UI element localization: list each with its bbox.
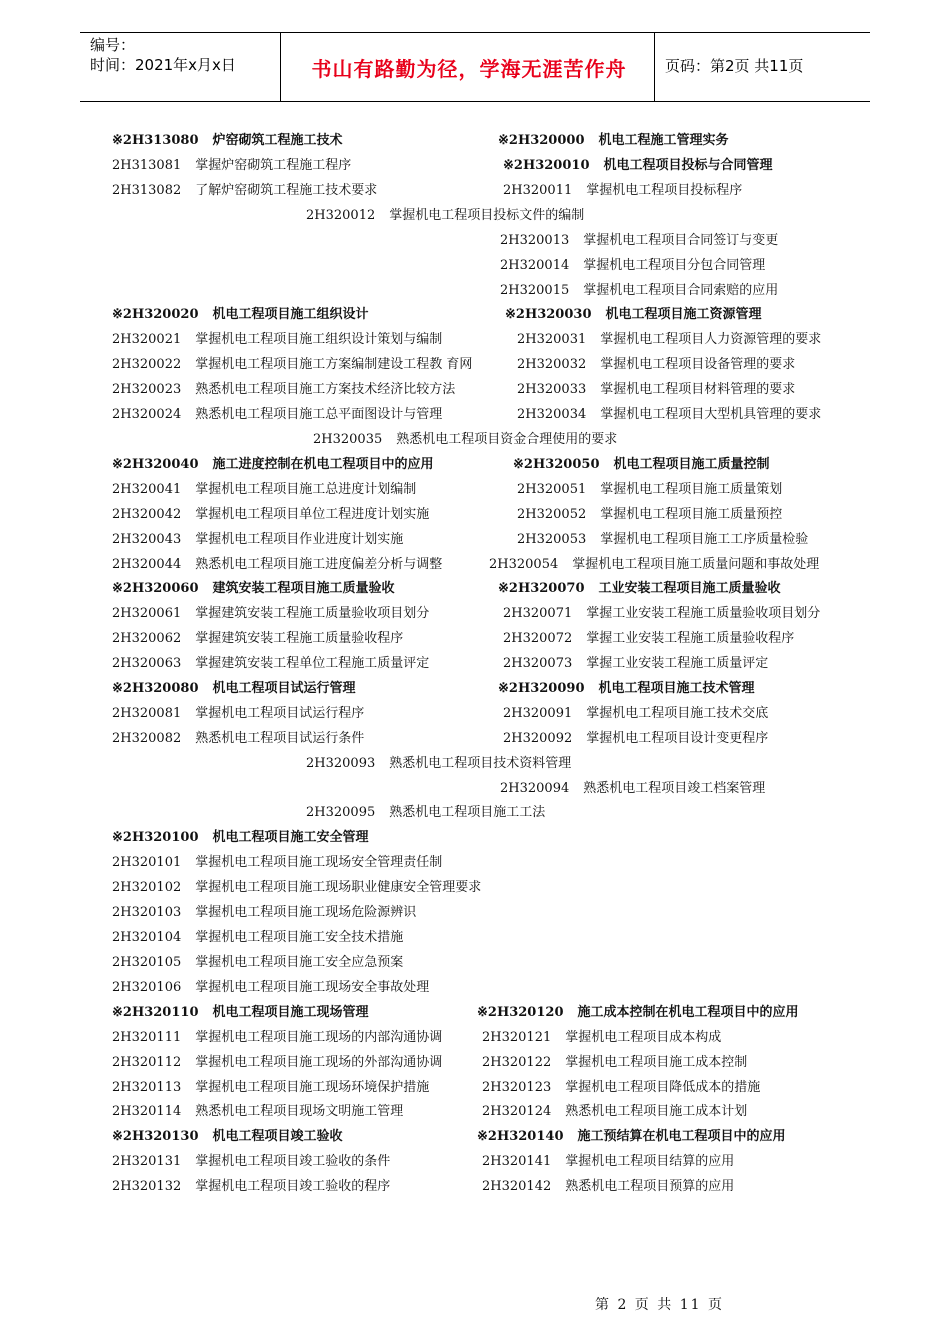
- item-code: 2H320034: [517, 407, 587, 422]
- item-code: 2H320035: [313, 432, 383, 447]
- item-code: 2H320033: [517, 382, 587, 397]
- item-code: ※2H320060: [112, 581, 199, 596]
- item-code: ※2H320140: [477, 1129, 564, 1144]
- item-code: ※2H320070: [498, 581, 585, 596]
- item-title: 熟悉机电工程项目施工工法: [389, 805, 546, 820]
- syllabus-item: [112, 655, 429, 673]
- syllabus-item: [112, 929, 403, 947]
- syllabus-item: [112, 406, 442, 424]
- syllabus-item: [503, 730, 768, 748]
- section-heading: [498, 580, 781, 598]
- item-title: 掌握机电工程项目结算的应用: [565, 1154, 735, 1169]
- syllabus-item: [482, 1103, 747, 1121]
- header-page-number: 页码：第2页 共11页: [665, 57, 804, 75]
- section-heading: [505, 306, 762, 324]
- item-code: 2H320044: [112, 557, 182, 572]
- footer-page-number: 第 2 页 共 11 页: [595, 1297, 724, 1313]
- syllabus-item: [503, 705, 768, 723]
- syllabus-item: [112, 979, 429, 997]
- item-title: 掌握机电工程项目施工质量问题和事故处理: [572, 557, 820, 572]
- item-title: 掌握机电工程项目材料管理的要求: [600, 382, 796, 397]
- item-code: 2H320024: [112, 407, 182, 422]
- syllabus-item: [482, 1178, 734, 1196]
- syllabus-item: [112, 705, 364, 723]
- item-code: 2H320123: [482, 1080, 552, 1095]
- item-title: 掌握机电工程项目施工方案编制建设工程教 育网: [195, 357, 473, 372]
- item-title: 机电工程项目施工现场管理: [212, 1005, 369, 1020]
- syllabus-item: [112, 879, 481, 897]
- item-title: 掌握机电工程项目投标文件的编制: [389, 208, 585, 223]
- item-title: 掌握机电工程项目分包合同管理: [583, 258, 766, 273]
- syllabus-item: [306, 207, 584, 225]
- document-time-label: 时间：2021年x月x日: [90, 56, 236, 74]
- item-code: ※2H320120: [477, 1005, 564, 1020]
- page-header: [80, 32, 870, 102]
- syllabus-item: [112, 381, 455, 399]
- item-code: ※2H313080: [112, 133, 199, 148]
- syllabus-item: [482, 1079, 760, 1097]
- item-code: 2H320092: [503, 731, 573, 746]
- item-code: 2H320106: [112, 980, 182, 995]
- item-title: 熟悉机电工程项目技术资料管理: [389, 756, 572, 771]
- item-title: 掌握机电工程项目施工组织设计策划与编制: [195, 332, 443, 347]
- syllabus-item: [112, 1153, 390, 1171]
- item-code: 2H320121: [482, 1030, 552, 1045]
- syllabus-item: [482, 1029, 721, 1047]
- item-title: 掌握机电工程项目作业进度计划实施: [195, 532, 404, 547]
- header-meta: [90, 35, 236, 75]
- item-code: 2H320054: [489, 557, 559, 572]
- syllabus-item: [112, 356, 472, 374]
- syllabus-item: [112, 1054, 442, 1072]
- item-code: ※2H320090: [498, 681, 585, 696]
- item-title: 掌握机电工程项目设备管理的要求: [600, 357, 796, 372]
- item-title: 掌握机电工程项目成本构成: [565, 1030, 722, 1045]
- syllabus-item: [503, 605, 820, 623]
- item-title: 建筑安装工程项目施工质量验收: [212, 581, 395, 596]
- syllabus-item: [112, 630, 403, 648]
- item-code: 2H320112: [112, 1055, 182, 1070]
- item-title: 掌握机电工程项目竣工验收的程序: [195, 1179, 391, 1194]
- item-title: 掌握建筑安装工程施工质量验收项目划分: [195, 606, 430, 621]
- item-title: 掌握机电工程项目施工安全技术措施: [195, 930, 404, 945]
- item-code: 2H320103: [112, 905, 182, 920]
- item-code: 2H320012: [306, 208, 376, 223]
- syllabus-item: [112, 904, 416, 922]
- item-title: 机电工程项目施工资源管理: [605, 307, 762, 322]
- item-code: 2H320141: [482, 1154, 552, 1169]
- syllabus-item: [517, 406, 821, 424]
- item-code: ※2H320080: [112, 681, 199, 696]
- syllabus-item: [500, 780, 765, 798]
- syllabus-item: [517, 506, 782, 524]
- syllabus-item: [306, 755, 571, 773]
- syllabus-item: [112, 1029, 442, 1047]
- item-code: 2H320072: [503, 631, 573, 646]
- item-code: 2H320011: [503, 183, 573, 198]
- syllabus-item: [112, 954, 403, 972]
- item-code: 2H320113: [112, 1080, 182, 1095]
- section-heading: [112, 829, 369, 847]
- item-title: 工业安装工程项目施工质量验收: [598, 581, 781, 596]
- item-title: 熟悉机电工程项目资金合理使用的要求: [396, 432, 618, 447]
- header-motto: 书山有路勤为径，学海无涯苦作舟: [311, 56, 627, 81]
- item-code: ※2H320130: [112, 1129, 199, 1144]
- item-code: 2H320095: [306, 805, 376, 820]
- syllabus-item: [503, 182, 742, 200]
- item-title: 机电工程项目施工安全管理: [212, 830, 369, 845]
- item-code: 2H320042: [112, 507, 182, 522]
- item-title: 掌握机电工程项目施工技术交底: [586, 706, 769, 721]
- item-title: 掌握机电工程项目试运行程序: [195, 706, 365, 721]
- item-title: 掌握机电工程项目施工现场环境保护措施: [195, 1080, 430, 1095]
- item-title: 掌握工业安装工程施工质量验收程序: [586, 631, 795, 646]
- item-code: 2H320041: [112, 482, 182, 497]
- item-title: 了解炉窑砌筑工程施工技术要求: [195, 183, 378, 198]
- syllabus-item: [112, 1079, 429, 1097]
- document-number-label: 编号：: [90, 36, 136, 54]
- item-title: 掌握机电工程项目施工质量预控: [600, 507, 783, 522]
- item-code: ※2H320050: [513, 457, 600, 472]
- item-title: 掌握工业安装工程施工质量评定: [586, 656, 769, 671]
- item-code: 2H320124: [482, 1104, 552, 1119]
- item-code: 2H320043: [112, 532, 182, 547]
- section-heading: [112, 1128, 343, 1146]
- item-title: 掌握工业安装工程施工质量验收项目划分: [586, 606, 821, 621]
- item-code: ※2H320000: [498, 133, 585, 148]
- item-code: 2H320132: [112, 1179, 182, 1194]
- item-title: 机电工程施工管理实务: [598, 133, 729, 148]
- item-code: 2H320102: [112, 880, 182, 895]
- syllabus-item: [500, 282, 778, 300]
- item-title: 施工进度控制在机电工程项目中的应用: [212, 457, 434, 472]
- item-code: 2H320061: [112, 606, 182, 621]
- syllabus-item: [489, 556, 819, 574]
- item-code: 2H320131: [112, 1154, 182, 1169]
- item-title: 掌握机电工程项目施工现场的内部沟通协调: [195, 1030, 443, 1045]
- item-code: 2H313082: [112, 183, 182, 198]
- item-title: 掌握机电工程项目施工总进度计划编制: [195, 482, 417, 497]
- section-heading: [112, 680, 356, 698]
- syllabus-item: [500, 232, 778, 250]
- item-code: 2H320032: [517, 357, 587, 372]
- section-heading: [112, 132, 343, 150]
- item-title: 掌握炉窑砌筑工程施工程序: [195, 158, 352, 173]
- item-title: 机电工程项目施工质量控制: [613, 457, 770, 472]
- item-title: 施工预结算在机电工程项目中的应用: [577, 1129, 786, 1144]
- item-title: 机电工程项目试运行管理: [212, 681, 356, 696]
- section-heading: [112, 306, 369, 324]
- item-title: 掌握机电工程项目施工工序质量检验: [600, 532, 809, 547]
- item-code: ※2H320020: [112, 307, 199, 322]
- item-title: 熟悉机电工程项目试运行条件: [195, 731, 365, 746]
- syllabus-item: [306, 804, 545, 822]
- item-code: ※2H320010: [503, 158, 590, 173]
- item-code: 2H320051: [517, 482, 587, 497]
- syllabus-item: [482, 1153, 734, 1171]
- syllabus-item: [112, 506, 429, 524]
- item-title: 掌握机电工程项目施工成本控制: [565, 1055, 748, 1070]
- item-code: 2H320105: [112, 955, 182, 970]
- section-heading: [513, 456, 770, 474]
- item-title: 熟悉机电工程项目施工总平面图设计与管理: [195, 407, 443, 422]
- section-heading: [112, 1004, 369, 1022]
- item-code: 2H320052: [517, 507, 587, 522]
- syllabus-item: [112, 730, 364, 748]
- item-title: 熟悉机电工程项目现场文明施工管理: [195, 1104, 404, 1119]
- item-code: 2H320071: [503, 606, 573, 621]
- item-title: 熟悉机电工程项目施工进度偏差分析与调整: [195, 557, 443, 572]
- section-heading: [112, 580, 395, 598]
- item-title: 机电工程项目竣工验收: [212, 1129, 343, 1144]
- syllabus-item: [112, 556, 442, 574]
- syllabus-item: [112, 531, 403, 549]
- syllabus-item: [503, 655, 768, 673]
- section-heading: [503, 157, 773, 175]
- item-title: 掌握机电工程项目合同签订与变更: [583, 233, 779, 248]
- item-title: 机电工程项目施工组织设计: [212, 307, 369, 322]
- syllabus-item: [112, 331, 442, 349]
- syllabus-item: [112, 854, 442, 872]
- section-heading: [498, 680, 755, 698]
- item-code: 2H320114: [112, 1104, 182, 1119]
- syllabus-item: [500, 257, 765, 275]
- syllabus-item: [112, 1178, 390, 1196]
- item-code: 2H320015: [500, 283, 570, 298]
- item-code: 2H320031: [517, 332, 587, 347]
- item-code: ※2H320100: [112, 830, 199, 845]
- item-code: 2H320053: [517, 532, 587, 547]
- item-title: 机电工程项目投标与合同管理: [603, 158, 773, 173]
- item-title: 掌握机电工程项目竣工验收的条件: [195, 1154, 391, 1169]
- item-code: 2H320122: [482, 1055, 552, 1070]
- item-title: 掌握机电工程项目大型机具管理的要求: [600, 407, 822, 422]
- syllabus-item: [517, 381, 795, 399]
- item-title: 掌握机电工程项目施工现场职业健康安全管理要求: [195, 880, 482, 895]
- syllabus-item: [517, 531, 808, 549]
- item-code: 2H320013: [500, 233, 570, 248]
- item-title: 熟悉机电工程项目预算的应用: [565, 1179, 735, 1194]
- item-title: 掌握机电工程项目降低成本的措施: [565, 1080, 761, 1095]
- syllabus-item: [112, 481, 416, 499]
- item-title: 掌握机电工程项目施工现场的外部沟通协调: [195, 1055, 443, 1070]
- item-code: 2H320023: [112, 382, 182, 397]
- item-title: 掌握机电工程项目设计变更程序: [586, 731, 769, 746]
- item-title: 熟悉机电工程项目竣工档案管理: [583, 781, 766, 796]
- item-code: ※2H320110: [112, 1005, 199, 1020]
- item-title: 炉窑砌筑工程施工技术: [212, 133, 343, 148]
- item-code: 2H320081: [112, 706, 182, 721]
- item-code: 2H320104: [112, 930, 182, 945]
- syllabus-item: [112, 605, 429, 623]
- syllabus-item: [517, 481, 782, 499]
- item-title: 熟悉机电工程项目施工成本计划: [565, 1104, 748, 1119]
- section-heading: [498, 132, 729, 150]
- item-code: 2H320082: [112, 731, 182, 746]
- item-title: 掌握机电工程项目施工现场安全管理责任制: [195, 855, 443, 870]
- item-title: 掌握机电工程项目投标程序: [586, 183, 743, 198]
- syllabus-item: [313, 431, 617, 449]
- item-title: 掌握机电工程项目人力资源管理的要求: [600, 332, 822, 347]
- item-title: 熟悉机电工程项目施工方案技术经济比较方法: [195, 382, 456, 397]
- syllabus-item: [517, 331, 821, 349]
- section-heading: [477, 1004, 799, 1022]
- item-code: 2H320062: [112, 631, 182, 646]
- item-title: 掌握建筑安装工程施工质量验收程序: [195, 631, 404, 646]
- item-code: 2H320063: [112, 656, 182, 671]
- item-title: 掌握机电工程项目施工现场安全事故处理: [195, 980, 430, 995]
- item-code: 2H320111: [112, 1030, 182, 1045]
- item-code: 2H320073: [503, 656, 573, 671]
- item-code: 2H320094: [500, 781, 570, 796]
- item-code: 2H320093: [306, 756, 376, 771]
- item-code: 2H313081: [112, 158, 182, 173]
- section-heading: [477, 1128, 786, 1146]
- syllabus-item: [503, 630, 794, 648]
- item-code: ※2H320030: [505, 307, 592, 322]
- item-title: 掌握机电工程项目单位工程进度计划实施: [195, 507, 430, 522]
- item-title: 掌握机电工程项目合同索赔的应用: [583, 283, 779, 298]
- item-code: 2H320142: [482, 1179, 552, 1194]
- syllabus-item: [112, 157, 351, 175]
- header-divider: [280, 33, 281, 101]
- item-title: 掌握机电工程项目施工质量策划: [600, 482, 783, 497]
- item-code: 2H320014: [500, 258, 570, 273]
- item-title: 施工成本控制在机电工程项目中的应用: [577, 1005, 799, 1020]
- item-code: 2H320022: [112, 357, 182, 372]
- item-title: 掌握机电工程项目施工安全应急预案: [195, 955, 404, 970]
- syllabus-item: [482, 1054, 747, 1072]
- syllabus-item: [112, 182, 377, 200]
- section-heading: [112, 456, 434, 474]
- item-code: 2H320091: [503, 706, 573, 721]
- item-code: 2H320101: [112, 855, 182, 870]
- item-code: ※2H320040: [112, 457, 199, 472]
- item-title: 掌握机电工程项目施工现场危险源辨识: [195, 905, 417, 920]
- item-title: 掌握建筑安装工程单位工程施工质量评定: [195, 656, 430, 671]
- syllabus-item: [112, 1103, 403, 1121]
- item-title: 机电工程项目施工技术管理: [598, 681, 755, 696]
- syllabus-item: [517, 356, 795, 374]
- item-code: 2H320021: [112, 332, 182, 347]
